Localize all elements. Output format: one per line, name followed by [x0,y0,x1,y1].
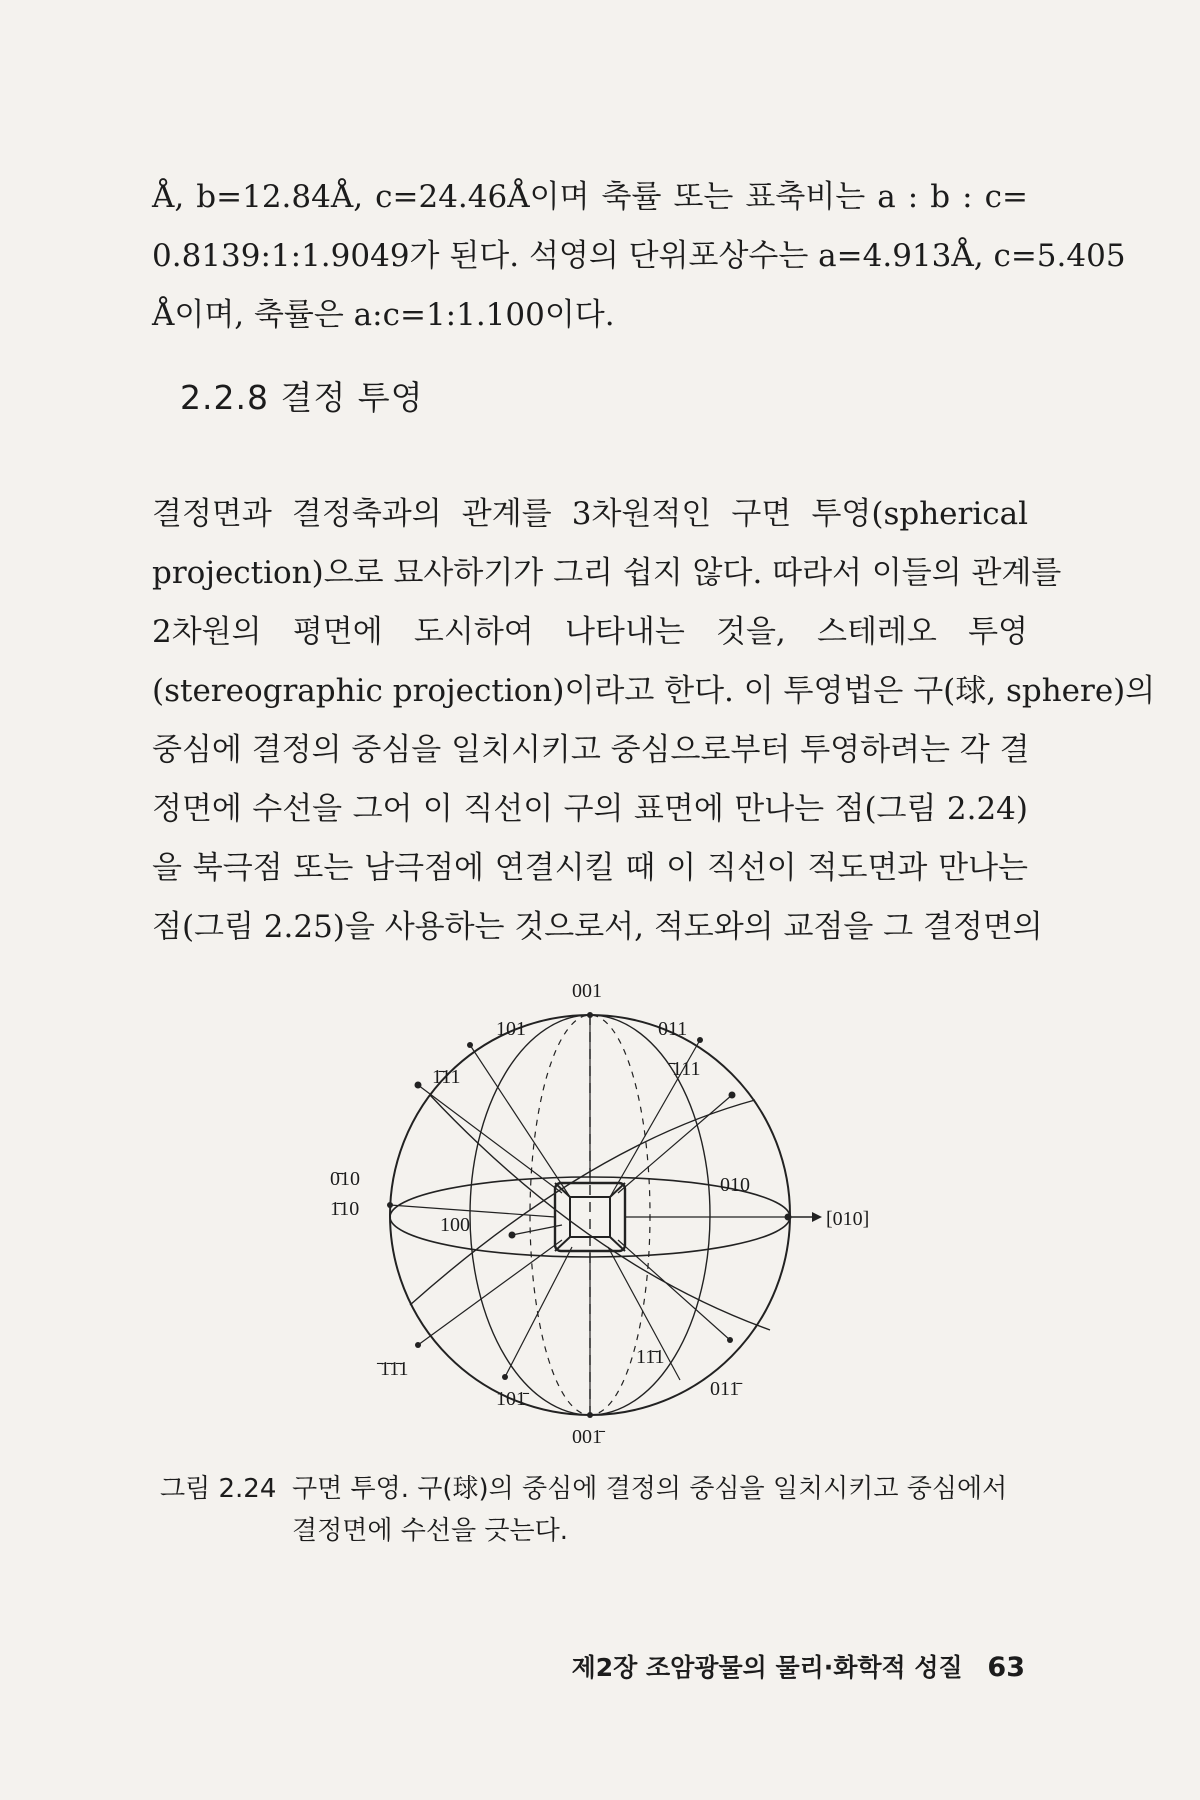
text-line: 점(그림 2.25)을 사용하는 것으로서, 적도와의 교점을 그 결정면의 [152,909,1043,945]
text-line: 을 북극점 또는 남극점에 연결시킬 때 이 직선이 적도면과 만나는 [152,850,1028,886]
pole-label-001: 001 [572,980,602,1002]
section-title: 결정 투영 [280,378,424,417]
axis-label-010: [010] [826,1208,870,1230]
page-number: 63 [987,1652,1025,1683]
text-line: Å, b=12.84Å, c=24.46Å이며 축률 또는 표축비는 a : b : c= [152,179,1028,215]
pole-label-101: 101 [496,1018,526,1040]
pole-point [697,1037,703,1043]
pole-label-100: 100 [440,1214,470,1236]
chapter-title: 제2장 조암광물의 물리·화학적 성질 [571,1653,963,1682]
pole-point [587,1412,593,1418]
normal-line [618,1095,732,1193]
pole-label-mmm111: ̄1̄1̄1 [380,1358,409,1380]
pole-point [415,1342,421,1348]
text-line: (stereographic projection)이라고 한다. 이 투영법은 구(球, sphere)의 [152,673,1156,709]
page-footer [572,1648,1025,1684]
section-heading [180,372,423,419]
pole-point [387,1202,393,1208]
pole-label-11m1: 11̄1 [636,1346,665,1368]
caption-text: 구면 투영. 구(球)의 중심에 결정의 중심을 일치시키고 중심에서 결정면에 수선을 긋는다. [292,1474,1008,1546]
pole-point [502,1374,508,1380]
pole-point [587,1012,593,1018]
pole-label-011: 011 [658,1018,688,1040]
normal-line [618,1240,730,1340]
text-line: 0.8139:1:1.9049가 된다. 석영의 단위포상수는 a=4.913Å, c=5.405 [152,238,1126,274]
caption-label: 그림 2.24 [160,1474,277,1504]
normal-line [505,1247,572,1377]
pole-label-m111: 1̄11 [432,1066,461,1088]
text-line: 2차원의 평면에 도시하여 나타내는 것을, 스테레오 투영 [152,614,1028,650]
pole-point [727,1337,733,1343]
arrow-head [812,1212,822,1222]
text-line: 정면에 수선을 그어 이 직선이 구의 표면에 만나는 점(그림 2.24) [152,791,1028,827]
pole-point [509,1232,516,1239]
normal-line [470,1045,570,1197]
paragraph-projection [152,485,1156,957]
pole-point [785,1214,792,1221]
spherical-projection-figure [300,935,900,1445]
pole-point [415,1082,422,1089]
pole-label-00m1: 001̄ [572,1426,602,1445]
pole-label-m110: 1̄10 [330,1198,360,1220]
normal-line [418,1240,562,1345]
paragraph-axial-ratio [152,168,1126,345]
text-line: Å이며, 축률은 a:c=1:1.100이다. [152,297,615,333]
pole-label-10m1: 101̄ [496,1388,526,1410]
great-circle [410,1100,755,1305]
text-line: projection)으로 묘사하기가 그리 쉽지 않다. 따라서 이들의 관계를 [152,555,1062,591]
text-line: 중심에 결정의 중심을 일치시키고 중심으로부터 투영하려는 각 결 [152,732,1030,768]
pole-point [729,1092,736,1099]
text-line: 결정면과 결정축과의 관계를 3차원적인 구면 투영(spherical [152,496,1028,532]
section-number: 2.2.8 [180,378,269,417]
pole-label-111-top: ̄111 [672,1058,701,1080]
sphere-diagram [300,935,900,1445]
pole-label-m010: 0̄10 [330,1168,360,1190]
pole-point [467,1042,473,1048]
pole-label-010: 010 [720,1174,750,1196]
pole-label-01m1: 011̄ [710,1378,740,1400]
